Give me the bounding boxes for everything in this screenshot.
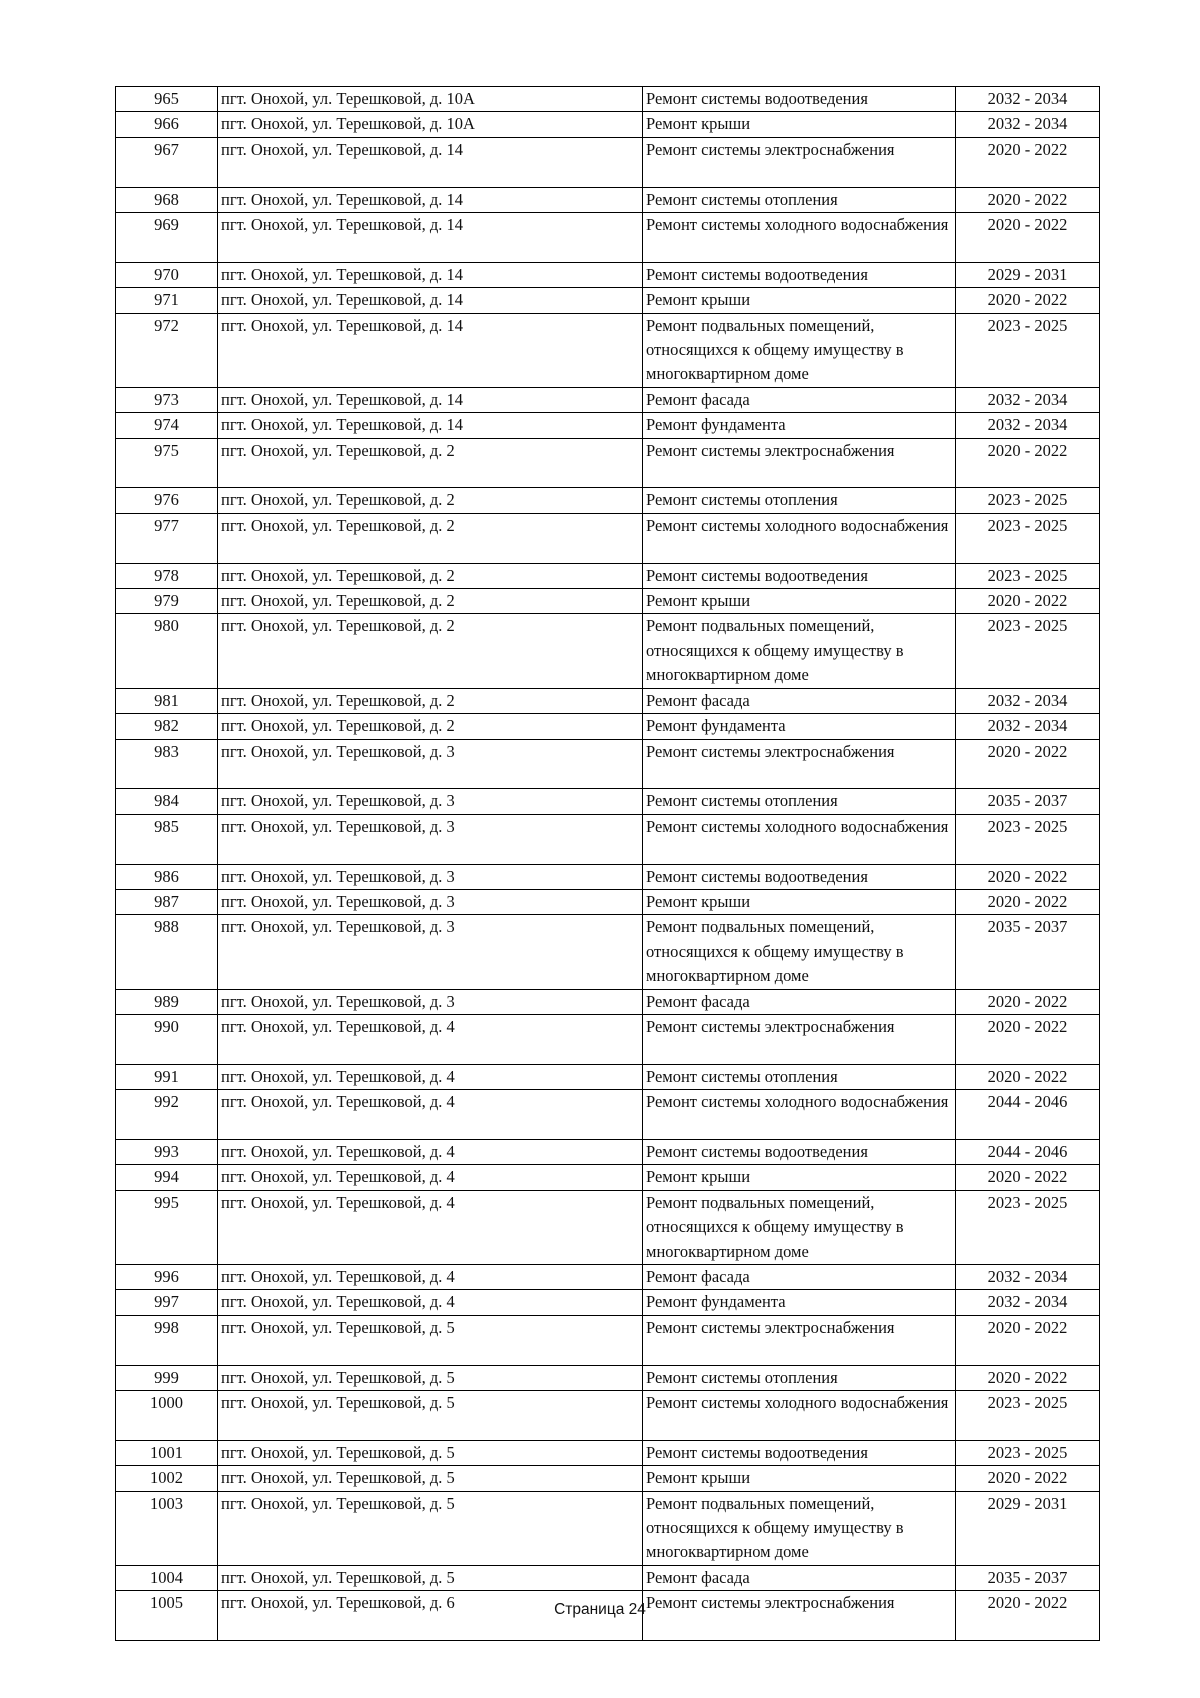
work-type-cell: Ремонт системы водоотведения [643, 864, 956, 889]
work-type-cell: Ремонт системы холодного водоснабжения [643, 814, 956, 864]
address-cell: пгт. Онохой, ул. Терешковой, д. 3 [218, 889, 643, 914]
period-cell: 2020 - 2022 [956, 889, 1100, 914]
table-row [116, 1190, 1100, 1264]
address-cell: пгт. Онохой, ул. Терешковой, д. 2 [218, 438, 643, 488]
address-cell: пгт. Онохой, ул. Терешковой, д. 4 [218, 1264, 643, 1289]
row-number: 985 [116, 814, 218, 864]
period-cell: 2020 - 2022 [956, 739, 1100, 789]
table-row [116, 1491, 1100, 1565]
period-cell: 2032 - 2034 [956, 413, 1100, 438]
address-cell: пгт. Онохой, ул. Терешковой, д. 2 [218, 563, 643, 588]
work-type-cell: Ремонт подвальных помещений, относящихся к общему имуществу в многоквартирном доме [643, 1491, 956, 1565]
row-number: 982 [116, 714, 218, 739]
address-cell: пгт. Онохой, ул. Терешковой, д. 3 [218, 915, 643, 989]
period-cell: 2020 - 2022 [956, 288, 1100, 313]
row-number: 997 [116, 1290, 218, 1315]
table-row [116, 187, 1100, 212]
address-cell: пгт. Онохой, ул. Терешковой, д. 3 [218, 814, 643, 864]
address-cell: пгт. Онохой, ул. Терешковой, д. 2 [218, 714, 643, 739]
work-type-cell: Ремонт системы водоотведения [643, 87, 956, 112]
address-cell: пгт. Онохой, ул. Терешковой, д. 3 [218, 789, 643, 814]
work-type-cell: Ремонт системы электроснабжения [643, 438, 956, 488]
row-number: 976 [116, 488, 218, 513]
repair-schedule-table [115, 86, 1100, 1641]
table-row [116, 889, 1100, 914]
work-type-cell: Ремонт системы отопления [643, 789, 956, 814]
period-cell: 2032 - 2034 [956, 1264, 1100, 1289]
row-number: 972 [116, 313, 218, 387]
period-cell: 2032 - 2034 [956, 714, 1100, 739]
table-row [116, 1290, 1100, 1315]
table-row [116, 739, 1100, 789]
work-type-cell: Ремонт фасада [643, 1565, 956, 1590]
table-row [116, 313, 1100, 387]
table-row [116, 989, 1100, 1014]
work-type-cell: Ремонт системы водоотведения [643, 1440, 956, 1465]
table-row [116, 563, 1100, 588]
period-cell: 2023 - 2025 [956, 614, 1100, 688]
row-number: 966 [116, 112, 218, 137]
row-number: 971 [116, 288, 218, 313]
period-cell: 2023 - 2025 [956, 1190, 1100, 1264]
address-cell: пгт. Онохой, ул. Терешковой, д. 5 [218, 1440, 643, 1465]
row-number: 991 [116, 1064, 218, 1089]
work-type-cell: Ремонт системы отопления [643, 1365, 956, 1390]
row-number: 990 [116, 1014, 218, 1064]
work-type-cell: Ремонт фундамента [643, 413, 956, 438]
work-type-cell: Ремонт системы водоотведения [643, 1139, 956, 1164]
work-type-cell: Ремонт крыши [643, 589, 956, 614]
address-cell: пгт. Онохой, ул. Терешковой, д. 3 [218, 739, 643, 789]
period-cell: 2035 - 2037 [956, 915, 1100, 989]
work-type-cell: Ремонт системы холодного водоснабжения [643, 213, 956, 263]
table-row [116, 1165, 1100, 1190]
address-cell: пгт. Онохой, ул. Терешковой, д. 14 [218, 413, 643, 438]
period-cell: 2023 - 2025 [956, 563, 1100, 588]
work-type-cell: Ремонт системы электроснабжения [643, 1014, 956, 1064]
row-number: 984 [116, 789, 218, 814]
row-number: 988 [116, 915, 218, 989]
address-cell: пгт. Онохой, ул. Терешковой, д. 6 [218, 1591, 643, 1641]
address-cell: пгт. Онохой, ул. Терешковой, д. 4 [218, 1165, 643, 1190]
row-number: 992 [116, 1090, 218, 1140]
work-type-cell: Ремонт фасада [643, 387, 956, 412]
row-number: 973 [116, 387, 218, 412]
period-cell: 2020 - 2022 [956, 137, 1100, 187]
period-cell: 2023 - 2025 [956, 313, 1100, 387]
row-number: 986 [116, 864, 218, 889]
work-type-cell: Ремонт системы электроснабжения [643, 137, 956, 187]
period-cell: 2020 - 2022 [956, 589, 1100, 614]
period-cell: 2035 - 2037 [956, 789, 1100, 814]
row-number: 977 [116, 513, 218, 563]
table-row [116, 213, 1100, 263]
table-row [116, 137, 1100, 187]
period-cell: 2032 - 2034 [956, 87, 1100, 112]
table-row [116, 513, 1100, 563]
table-row [116, 1565, 1100, 1590]
row-number: 998 [116, 1315, 218, 1365]
table-row [116, 1139, 1100, 1164]
work-type-cell: Ремонт фундамента [643, 1290, 956, 1315]
address-cell: пгт. Онохой, ул. Терешковой, д. 2 [218, 589, 643, 614]
period-cell: 2023 - 2025 [956, 814, 1100, 864]
table-row [116, 438, 1100, 488]
work-type-cell: Ремонт фасада [643, 989, 956, 1014]
table-row [116, 814, 1100, 864]
row-number: 996 [116, 1264, 218, 1289]
table-row [116, 488, 1100, 513]
work-type-cell: Ремонт крыши [643, 889, 956, 914]
address-cell: пгт. Онохой, ул. Терешковой, д. 14 [218, 213, 643, 263]
work-type-cell: Ремонт фасада [643, 688, 956, 713]
work-type-cell: Ремонт подвальных помещений, относящихся к общему имуществу в многоквартирном доме [643, 915, 956, 989]
table-row [116, 614, 1100, 688]
row-number: 968 [116, 187, 218, 212]
row-number: 989 [116, 989, 218, 1014]
row-number: 994 [116, 1165, 218, 1190]
row-number: 980 [116, 614, 218, 688]
period-cell: 2029 - 2031 [956, 262, 1100, 287]
address-cell: пгт. Онохой, ул. Терешковой, д. 2 [218, 488, 643, 513]
address-cell: пгт. Онохой, ул. Терешковой, д. 5 [218, 1466, 643, 1491]
address-cell: пгт. Онохой, ул. Терешковой, д. 4 [218, 1090, 643, 1140]
table-row [116, 1315, 1100, 1365]
address-cell: пгт. Онохой, ул. Терешковой, д. 3 [218, 864, 643, 889]
row-number: 965 [116, 87, 218, 112]
address-cell: пгт. Онохой, ул. Терешковой, д. 4 [218, 1190, 643, 1264]
work-type-cell: Ремонт системы отопления [643, 187, 956, 212]
page-number: Страница 24 [554, 1601, 646, 1618]
row-number: 1001 [116, 1440, 218, 1465]
row-number: 978 [116, 563, 218, 588]
address-cell: пгт. Онохой, ул. Терешковой, д. 5 [218, 1390, 643, 1440]
work-type-cell: Ремонт системы водоотведения [643, 262, 956, 287]
period-cell: 2023 - 2025 [956, 488, 1100, 513]
work-type-cell: Ремонт фундамента [643, 714, 956, 739]
address-cell: пгт. Онохой, ул. Терешковой, д. 2 [218, 688, 643, 713]
row-number: 999 [116, 1365, 218, 1390]
work-type-cell: Ремонт крыши [643, 1466, 956, 1491]
address-cell: пгт. Онохой, ул. Терешковой, д. 10А [218, 112, 643, 137]
period-cell: 2020 - 2022 [956, 1165, 1100, 1190]
table-row [116, 87, 1100, 112]
period-cell: 2020 - 2022 [956, 1014, 1100, 1064]
table-row [116, 112, 1100, 137]
address-cell: пгт. Онохой, ул. Терешковой, д. 5 [218, 1365, 643, 1390]
period-cell: 2032 - 2034 [956, 112, 1100, 137]
table-row [116, 789, 1100, 814]
work-type-cell: Ремонт подвальных помещений, относящихся к общему имуществу в многоквартирном доме [643, 313, 956, 387]
period-cell: 2020 - 2022 [956, 1591, 1100, 1641]
table-row [116, 262, 1100, 287]
work-type-cell: Ремонт подвальных помещений, относящихся к общему имуществу в многоквартирном доме [643, 1190, 956, 1264]
period-cell: 2020 - 2022 [956, 1315, 1100, 1365]
work-type-cell: Ремонт системы холодного водоснабжения [643, 513, 956, 563]
address-cell: пгт. Онохой, ул. Терешковой, д. 14 [218, 387, 643, 412]
address-cell: пгт. Онохой, ул. Терешковой, д. 5 [218, 1315, 643, 1365]
work-type-cell: Ремонт системы холодного водоснабжения [643, 1390, 956, 1440]
table-row [116, 1440, 1100, 1465]
row-number: 981 [116, 688, 218, 713]
period-cell: 2032 - 2034 [956, 387, 1100, 412]
work-type-cell: Ремонт системы электроснабжения [643, 1591, 956, 1641]
row-number: 987 [116, 889, 218, 914]
work-type-cell: Ремонт системы отопления [643, 488, 956, 513]
table-row [116, 1390, 1100, 1440]
address-cell: пгт. Онохой, ул. Терешковой, д. 4 [218, 1290, 643, 1315]
address-cell: пгт. Онохой, ул. Терешковой, д. 2 [218, 614, 643, 688]
table-row [116, 864, 1100, 889]
address-cell: пгт. Онохой, ул. Терешковой, д. 14 [218, 187, 643, 212]
table-row [116, 413, 1100, 438]
row-number: 993 [116, 1139, 218, 1164]
work-type-cell: Ремонт крыши [643, 112, 956, 137]
period-cell: 2020 - 2022 [956, 187, 1100, 212]
address-cell: пгт. Онохой, ул. Терешковой, д. 14 [218, 288, 643, 313]
period-cell: 2023 - 2025 [956, 513, 1100, 563]
table-row [116, 714, 1100, 739]
work-type-cell: Ремонт системы холодного водоснабжения [643, 1090, 956, 1140]
row-number: 967 [116, 137, 218, 187]
address-cell: пгт. Онохой, ул. Терешковой, д. 4 [218, 1014, 643, 1064]
period-cell: 2044 - 2046 [956, 1090, 1100, 1140]
table-row [116, 1064, 1100, 1089]
address-cell: пгт. Онохой, ул. Терешковой, д. 4 [218, 1064, 643, 1089]
row-number: 1004 [116, 1565, 218, 1590]
work-type-cell: Ремонт фасада [643, 1264, 956, 1289]
table-row [116, 1264, 1100, 1289]
address-cell: пгт. Онохой, ул. Терешковой, д. 14 [218, 137, 643, 187]
row-number: 975 [116, 438, 218, 488]
row-number: 1000 [116, 1390, 218, 1440]
row-number: 995 [116, 1190, 218, 1264]
address-cell: пгт. Онохой, ул. Терешковой, д. 5 [218, 1565, 643, 1590]
address-cell: пгт. Онохой, ул. Терешковой, д. 14 [218, 313, 643, 387]
table-row [116, 688, 1100, 713]
table-row [116, 1090, 1100, 1140]
period-cell: 2044 - 2046 [956, 1139, 1100, 1164]
period-cell: 2020 - 2022 [956, 1064, 1100, 1089]
table-row [116, 1014, 1100, 1064]
period-cell: 2029 - 2031 [956, 1491, 1100, 1565]
table-row [116, 1365, 1100, 1390]
period-cell: 2023 - 2025 [956, 1390, 1100, 1440]
period-cell: 2020 - 2022 [956, 438, 1100, 488]
work-type-cell: Ремонт системы отопления [643, 1064, 956, 1089]
address-cell: пгт. Онохой, ул. Терешковой, д. 4 [218, 1139, 643, 1164]
table-row [116, 1466, 1100, 1491]
table-body [116, 87, 1100, 1641]
work-type-cell: Ремонт крыши [643, 1165, 956, 1190]
address-cell: пгт. Онохой, ул. Терешковой, д. 3 [218, 989, 643, 1014]
period-cell: 2020 - 2022 [956, 864, 1100, 889]
table-row [116, 288, 1100, 313]
address-cell: пгт. Онохой, ул. Терешковой, д. 14 [218, 262, 643, 287]
table-row [116, 915, 1100, 989]
period-cell: 2020 - 2022 [956, 989, 1100, 1014]
work-type-cell: Ремонт системы электроснабжения [643, 1315, 956, 1365]
row-number: 983 [116, 739, 218, 789]
period-cell: 2035 - 2037 [956, 1565, 1100, 1590]
row-number: 969 [116, 213, 218, 263]
work-type-cell: Ремонт системы водоотведения [643, 563, 956, 588]
address-cell: пгт. Онохой, ул. Терешковой, д. 10А [218, 87, 643, 112]
period-cell: 2020 - 2022 [956, 1466, 1100, 1491]
period-cell: 2032 - 2034 [956, 688, 1100, 713]
row-number: 1002 [116, 1466, 218, 1491]
work-type-cell: Ремонт подвальных помещений, относящихся к общему имуществу в многоквартирном доме [643, 614, 956, 688]
period-cell: 2020 - 2022 [956, 213, 1100, 263]
work-type-cell: Ремонт крыши [643, 288, 956, 313]
period-cell: 2020 - 2022 [956, 1365, 1100, 1390]
table-row [116, 387, 1100, 412]
period-cell: 2023 - 2025 [956, 1440, 1100, 1465]
address-cell: пгт. Онохой, ул. Терешковой, д. 5 [218, 1491, 643, 1565]
address-cell: пгт. Онохой, ул. Терешковой, д. 2 [218, 513, 643, 563]
period-cell: 2032 - 2034 [956, 1290, 1100, 1315]
row-number: 1005 [116, 1591, 218, 1641]
row-number: 1003 [116, 1491, 218, 1565]
row-number: 974 [116, 413, 218, 438]
row-number: 970 [116, 262, 218, 287]
row-number: 979 [116, 589, 218, 614]
work-type-cell: Ремонт системы электроснабжения [643, 739, 956, 789]
table-row [116, 589, 1100, 614]
